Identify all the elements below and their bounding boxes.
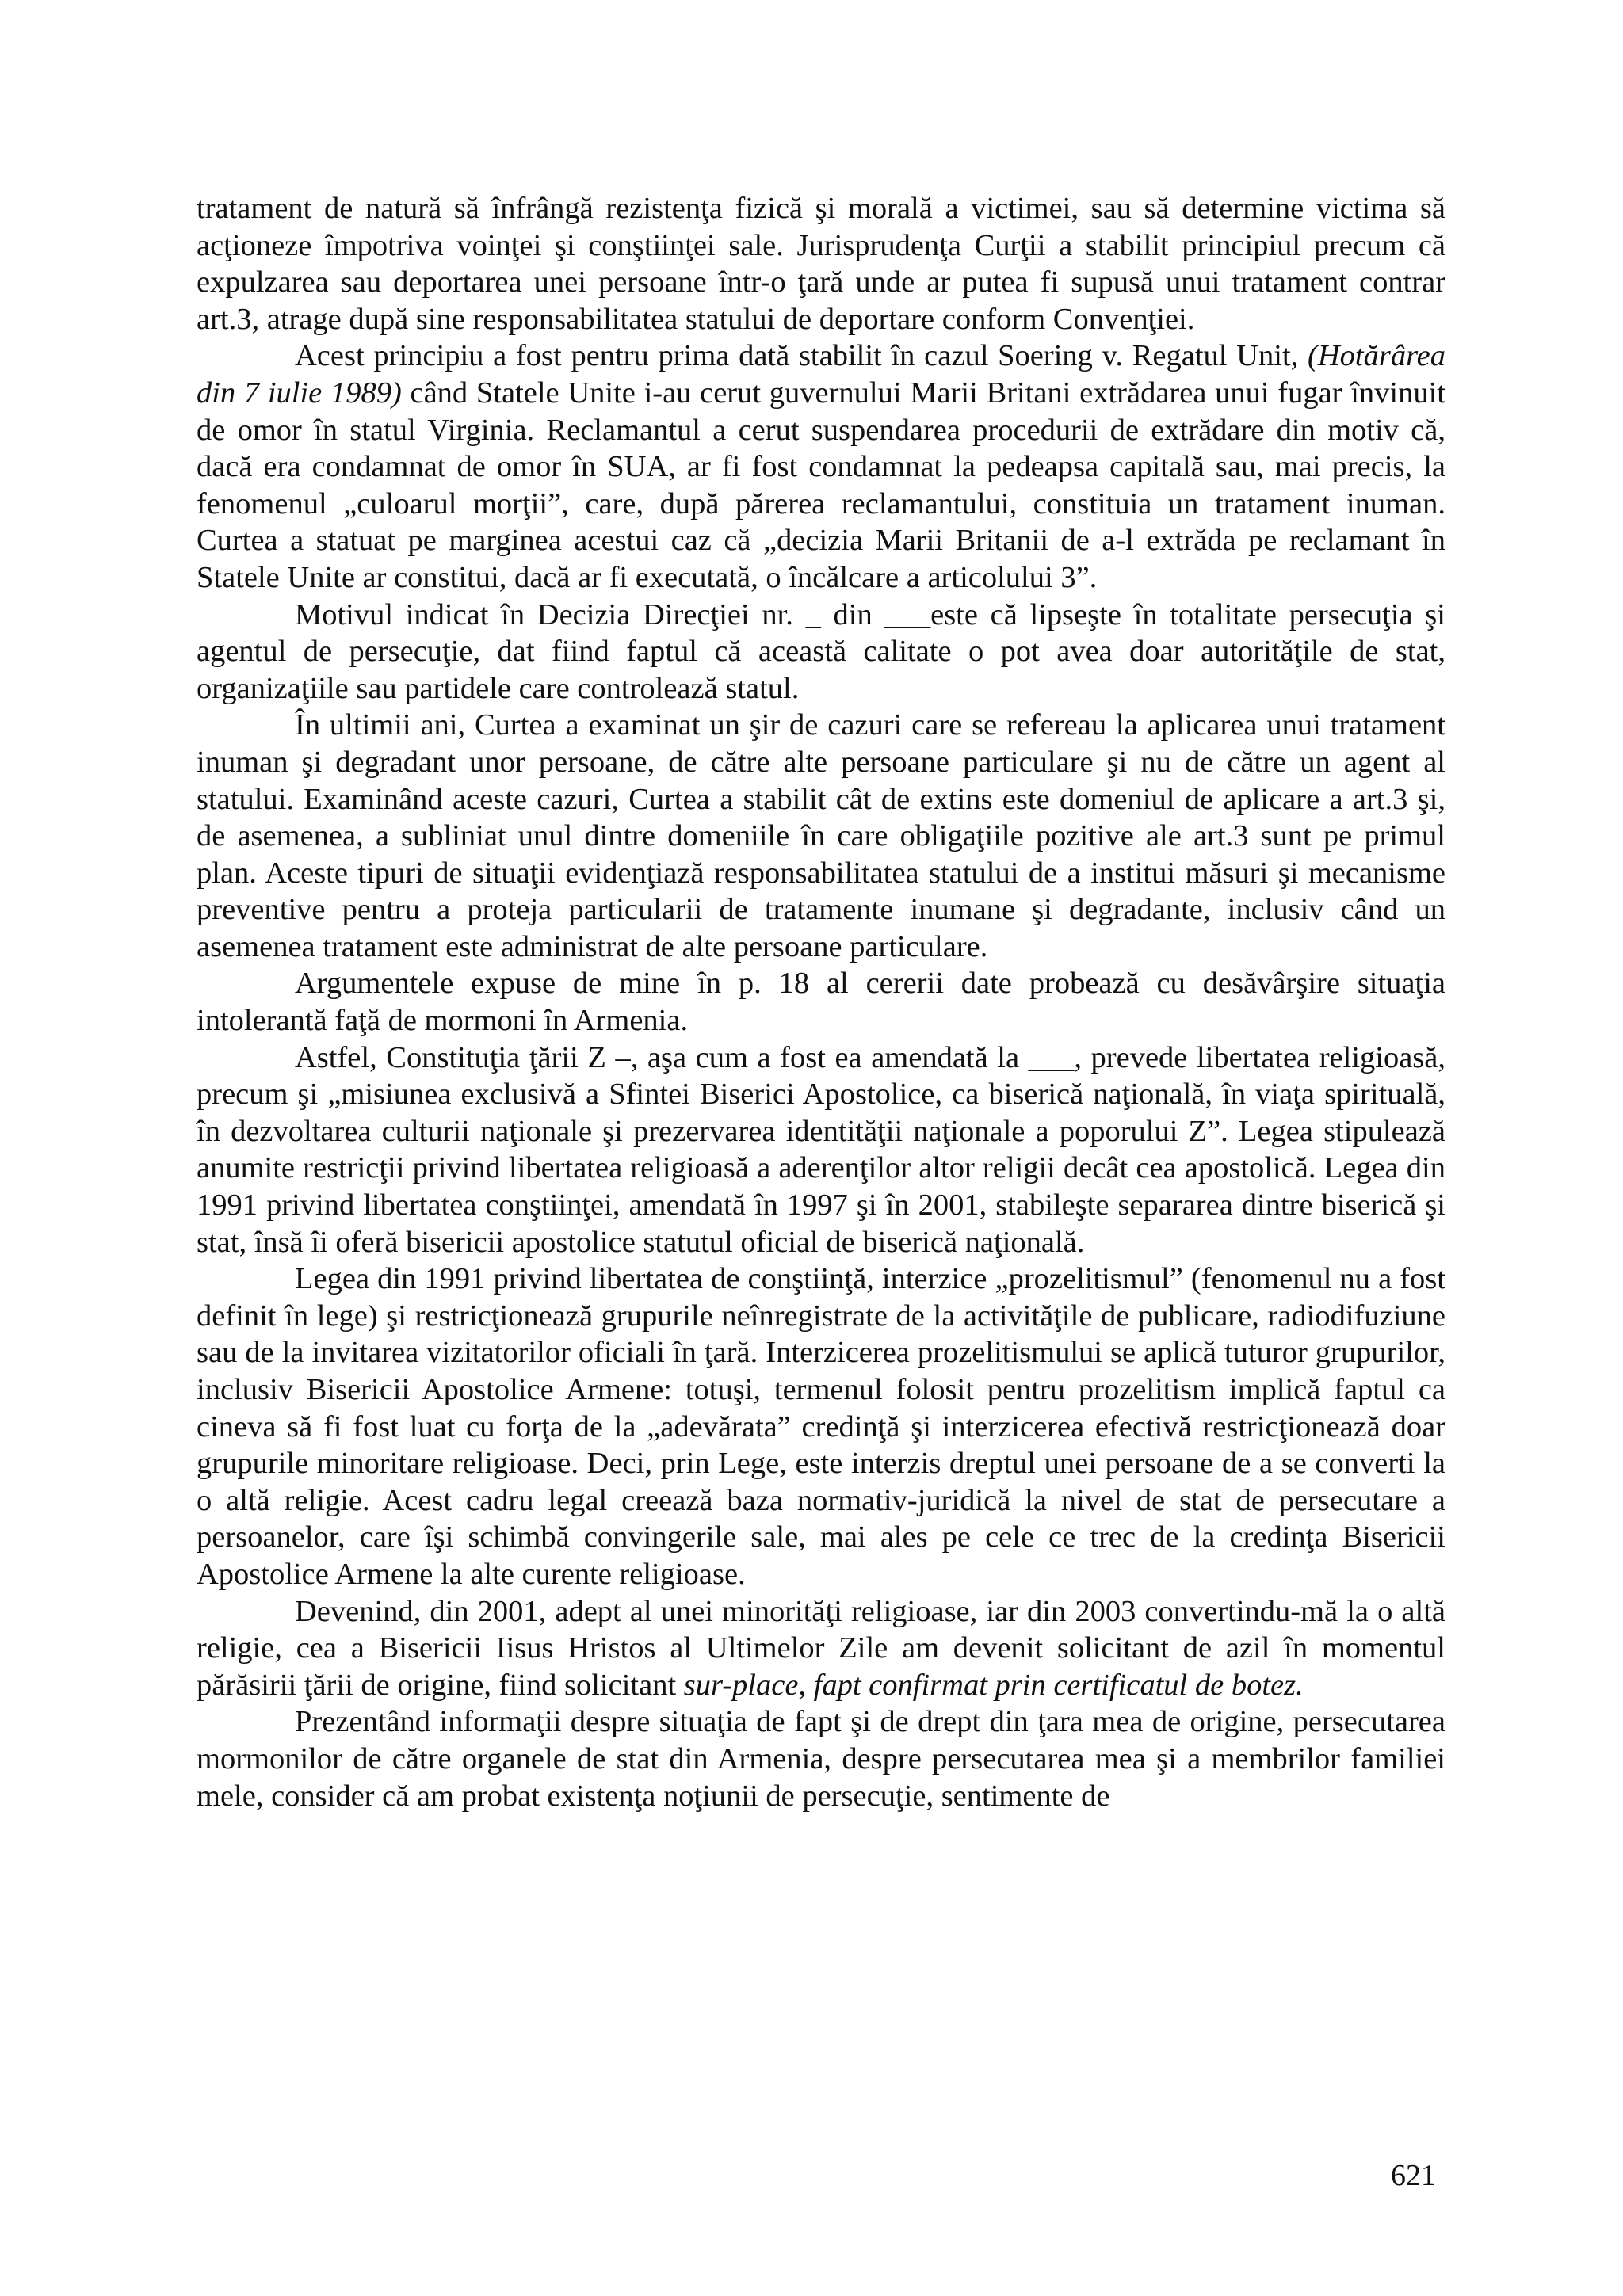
paragraph-6: Astfel, Constituţia ţării Z –, aşa cum a fost ea amendată la ___, prevede libertatea religioasă, precum şi „misiunea exclusivă a Sfintei Biserici Apostolice, ca biserică naţională, în viaţa spirituală, în dezvoltarea culturii naţionale şi prezervarea identităţii naţionale a poporului Z”. Legea stipulează anumite restricţii privind libertatea religioasă a aderenţilor altor religii decât cea apostolică. Legea din 1991 privind libertatea conştiinţei, amendată în 1997 şi în 2001, stabileşte separarea dintre biserică şi stat, însă îi oferă bisericii apostolice statutul oficial de biserică naţională.	[197, 1040, 1445, 1259]
paragraph-5: Argumentele expuse de mine în p. 18 al cererii date probează cu desăvârşire situaţia intolerantă faţă de mormoni în Armenia.	[197, 967, 1445, 1038]
paragraph-2-text-b: când Statele Unite i-au cerut guvernului Marii Britani extrădarea unui fugar învinuit de omor în statul Virginia. Reclamantul a cerut suspendarea procedurii de extrădare din motiv că, dacă era condamnat de omor în SUA, ar fi fost condamnat la pedeapsa capitală sau, mai precis, la fenomenul „culoarul morţii”, care, după părerea reclamantului, constituia un tratament inuman. Curtea a statuat pe marginea acestui caz că „decizia Marii Britanii de a-l extrăda pe reclamant în Statele Unite ar constitui, dacă ar fi executată, o încălcare a articolului 3”.	[197, 376, 1445, 594]
paragraph-2	[197, 338, 1445, 596]
paragraph-2-italic: (Hotărârea din 7 iulie 1989)	[197, 339, 1445, 410]
page-number: 621	[1391, 2159, 1436, 2192]
paragraph-8	[197, 1593, 1445, 1704]
paragraph-8-text: Devenind, din 2001, adept al unei minorităţi religioase, iar din 2003 convertindu-mă la o altă religie, cea a Bisericii Iisus Hristos al Ultimelor Zile am devenit solicitant de azil în momentul părăsirii ţării de origine, fiind solicitant	[197, 1594, 1445, 1702]
paragraph-2-text-a: Acest principiu a fost pentru prima dată stabilit în cazul Soering v. Regatul Unit,	[295, 339, 1308, 373]
paragraph-4: În ultimii ani, Curtea a examinat un şir de cazuri care se refereau la aplicarea unui tratament inuman şi degradant unor persoane, de către alte persoane particulare şi nu de către un agent al statului. Examinând aceste cazuri, Curtea a stabilit cât de extins este domeniul de aplicare a art.3 şi, de asemenea, a subliniat unul dintre domeniile în care obligaţiile pozitive ale art.3 sunt pe primul plan. Aceste tipuri de situaţii evidenţiază responsabilitatea statului de a institui măsuri şi mecanisme preventive pentru a proteja particularii de tratamente inumane şi degradante, inclusiv când un asemenea tratament este administrat de alte persoane particulare.	[197, 708, 1445, 963]
paragraph-8-italic: sur-place, fapt confirmat prin certificatul de botez.	[683, 1668, 1304, 1702]
paragraph-3: Motivul indicat în Decizia Direcţiei nr. _ din ___este că lipseşte în totalitate persecuţia şi agentul de persecuţie, dat fiind faptul că această calitate o pot avea doar autorităţile de stat, organizaţiile sau partidele care controlează statul.	[197, 597, 1445, 705]
paragraph-7: Legea din 1991 privind libertatea de conştiinţă, interzice „prozelitismul” (fenomenul nu a fost definit în lege) şi restricţionează grupurile neînregistrate de la activităţile de publicare, radiodifuziune sau de la invitarea vizitatorilor oficiali în ţară. Interzicerea prozelitismului se aplică tuturor grupurilor, inclusiv Bisericii Apostolice Armene: totuşi, termenul folosit pentru prozelitism implică faptul ca cineva să fi fost luat cu forţa de la „adevărata” credinţă şi interzicerea efectivă restricţionează doar grupurile minoritare religioase. Deci, prin Lege, este interzis dreptul unei persoane de a se converti la o altă religie. Acest cadru legal creează baza normativ-juridică la nivel de stat de persecutare a persoanelor, care îşi schimbă convingerile sale, mai ales pe cele ce trec de la credinţa Bisericii Apostolice Armene la alte curente religioase.	[197, 1262, 1445, 1591]
paragraph-9: Prezentând informaţii despre situaţia de fapt şi de drept din ţara mea de origine, persecutarea mormonilor de către organele de stat din Armenia, despre persecutarea mea şi a membrilor familiei mele, consider că am probat existenţa noţiunii de persecuţie, sentimente de	[197, 1705, 1445, 1813]
document-body	[197, 190, 1445, 1814]
paragraph-1: tratament de natură să înfrângă rezistenţa fizică şi morală a victimei, sau să determine victima să acţioneze împotriva voinţei şi conştiinţei sale. Jurisprudenţa Curţii a stabilit principiul precum că expulzarea sau deportarea unei persoane într-o ţară unde ar putea fi supusă unui tratament contrar art.3, atrage după sine responsabilitatea statului de deportare conform Convenţiei.	[197, 192, 1445, 336]
